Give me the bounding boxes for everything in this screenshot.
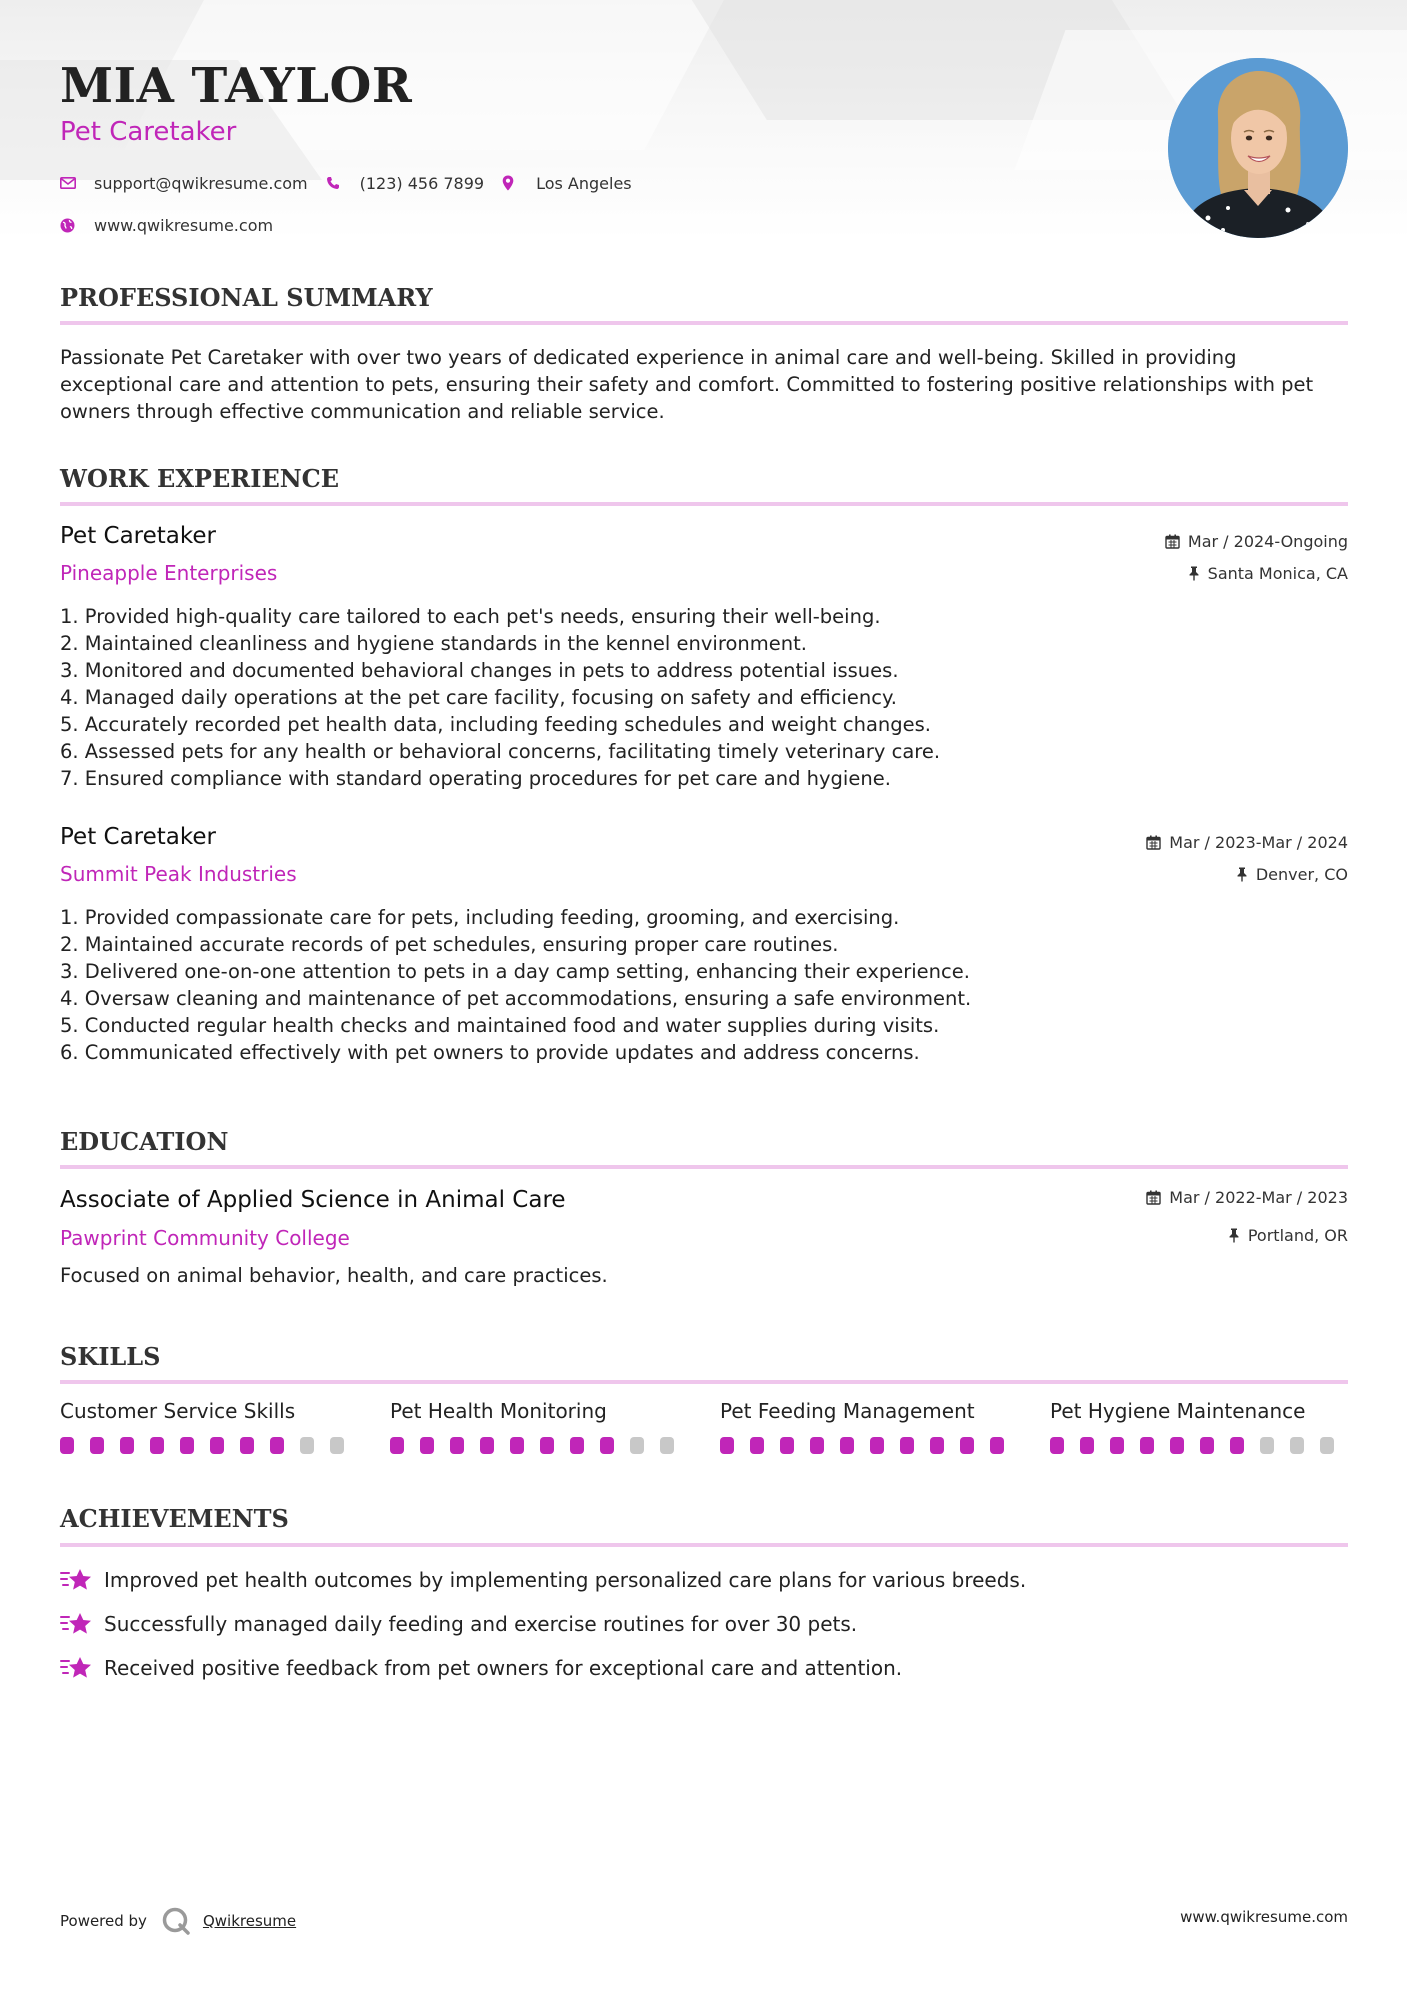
summary-heading: PROFESSIONAL SUMMARY [60,283,433,312]
skill-dot-filled [780,1437,794,1454]
skill-item [60,1399,360,1454]
school-name: Pawprint Community College [60,1226,350,1250]
envelope-icon [60,177,94,189]
experience-heading: WORK EXPERIENCE [60,464,340,493]
skill-name: Pet Health Monitoring [390,1399,607,1423]
company-name: Summit Peak Industries [60,862,297,886]
skill-item [1050,1399,1350,1454]
email-link[interactable]: support@qwikresume.com [94,173,308,193]
skill-dot-filled [1110,1437,1124,1454]
list-item [60,1558,1026,1602]
skill-item [720,1399,1020,1454]
job-dates [1165,532,1348,551]
skill-dot-filled [1230,1437,1244,1454]
skill-dot-filled [60,1437,74,1454]
skill-dot-filled [540,1437,554,1454]
achievement-text: Improved pet health outcomes by implementing personalized care plans for various breeds. [104,1568,1027,1592]
skill-dot-filled [600,1437,614,1454]
qwikresume-link[interactable]: Qwikresume [202,1912,297,1930]
section-divider [60,1380,1348,1384]
powered-by [60,1906,296,1936]
list-item: 2. Maintained accurate records of pet schedules, ensuring proper care routines. [60,933,839,956]
skill-dot-filled [960,1437,974,1454]
skill-dot-filled [720,1437,734,1454]
job-title: Pet Caretaker [60,824,217,850]
calendar-icon [1165,534,1180,549]
profile-photo [1168,58,1348,238]
contact-row [60,214,650,236]
education-heading: EDUCATION [60,1127,229,1156]
skill-dot-empty [330,1437,344,1454]
skill-dot-filled [990,1437,1004,1454]
education-description: Focused on animal behavior, health, and care practices. [60,1264,608,1287]
star-icon [60,1611,104,1637]
education-dates [1146,1188,1348,1207]
list-item: 3. Delivered one-on-one attention to pets in a day camp setting, enhancing their experience. [60,960,970,983]
job-location [1188,564,1348,583]
skill-dot-empty [1320,1437,1334,1454]
list-item: 5. Accurately recorded pet health data, including feeding schedules and weight changes. [60,713,931,736]
summary-text: Passionate Pet Caretaker with over two years of dedicated experience in animal care and well-being. Skilled in providing exceptional care and attention to pets, ensuring their safety and comfort. Committed to fostering positive relationships with pet owners through effective communication and reliable service. [60,346,1314,423]
pushpin-icon [1188,566,1200,581]
job-location-text: Denver, CO [1255,865,1348,884]
skill-dot-filled [840,1437,854,1454]
list-item: 6. Communicated effectively with pet owners to provide updates and address concerns. [60,1041,920,1064]
section-divider [60,502,1348,506]
skill-dot-filled [1050,1437,1064,1454]
list-item: 2. Maintained cleanliness and hygiene standards in the kennel environment. [60,632,807,655]
skill-dot-filled [150,1437,164,1454]
job-dates-text: Mar / 2024-Ongoing [1187,532,1348,551]
achievement-text: Successfully managed daily feeding and exercise routines for over 30 pets. [104,1612,858,1636]
phone-number[interactable]: (123) 456 7899 [359,173,485,193]
list-item: 4. Managed daily operations at the pet care facility, focusing on safety and efficiency. [60,686,897,709]
contact-info [60,172,650,236]
qwikresume-logo-icon [161,1906,191,1936]
degree-title: Associate of Applied Science in Animal Care [60,1187,566,1213]
list-item: 5. Conducted regular health checks and maintained food and water supplies during visits. [60,1014,940,1037]
footer [60,1900,1348,1932]
list-item [60,1602,1026,1646]
skill-dot-filled [1200,1437,1214,1454]
list-item: 1. Provided compassionate care for pets, including feeding, grooming, and exercising. [60,906,900,929]
skill-dot-empty [300,1437,314,1454]
job-dates [1146,833,1348,852]
skill-dot-filled [1140,1437,1154,1454]
skill-dot-filled [900,1437,914,1454]
globe-icon [60,218,94,233]
skill-dot-filled [420,1437,434,1454]
list-item: 4. Oversaw cleaning and maintenance of pet accommodations, ensuring a safe environment. [60,987,972,1010]
section-divider [60,1543,1348,1547]
skill-dot-filled [750,1437,764,1454]
star-icon [60,1567,104,1593]
skill-dot-filled [390,1437,404,1454]
skill-dot-filled [930,1437,944,1454]
list-item: 1. Provided high-quality care tailored to each pet's needs, ensuring their well-being. [60,605,881,628]
skills-heading: SKILLS [60,1342,161,1371]
skill-name: Pet Feeding Management [720,1399,975,1423]
skill-dot-filled [270,1437,284,1454]
skill-dot-empty [1290,1437,1304,1454]
achievement-text: Received positive feedback from pet owners for exceptional care and attention. [104,1656,903,1680]
list-item: 7. Ensured compliance with standard operating procedures for pet care and hygiene. [60,767,891,790]
company-name: Pineapple Enterprises [60,561,278,585]
job-responsibilities [60,904,971,1066]
calendar-icon [1146,1190,1161,1205]
skill-dot-filled [810,1437,824,1454]
skill-dot-filled [180,1437,194,1454]
skill-dot-filled [240,1437,254,1454]
skill-dot-filled [570,1437,584,1454]
list-item: 3. Monitored and documented behavioral changes in pets to address potential issues. [60,659,899,682]
list-item: 6. Assessed pets for any health or behavioral concerns, facilitating timely veterinary care. [60,740,941,763]
education-location [1228,1226,1348,1245]
pushpin-icon [1228,1228,1240,1243]
achievements-heading: ACHIEVEMENTS [60,1504,289,1533]
education-dates-text: Mar / 2022-Mar / 2023 [1169,1188,1348,1207]
powered-by-label: Powered by [60,1912,147,1930]
achievements-list [60,1558,1026,1690]
skill-dot-filled [1080,1437,1094,1454]
skill-rating [60,1437,360,1454]
pushpin-icon [1236,867,1248,882]
star-icon [60,1655,104,1681]
skill-dot-empty [630,1437,644,1454]
skill-dot-filled [870,1437,884,1454]
skill-item [390,1399,690,1454]
map-pin-icon [502,175,536,191]
skill-dot-filled [90,1437,104,1454]
candidate-name: MIA TAYLOR [60,58,413,114]
job-location-text: Santa Monica, CA [1207,564,1348,583]
skill-dot-filled [480,1437,494,1454]
skill-dot-filled [450,1437,464,1454]
skill-dot-filled [1170,1437,1184,1454]
section-divider [60,321,1348,325]
skill-dot-empty [1260,1437,1274,1454]
list-item [60,1646,1026,1690]
calendar-icon [1146,835,1161,850]
contact-row [60,172,650,194]
job-responsibilities [60,603,940,792]
skill-rating [390,1437,690,1454]
job-dates-text: Mar / 2023-Mar / 2024 [1169,833,1348,852]
skill-dot-empty [660,1437,674,1454]
candidate-role: Pet Caretaker [60,117,237,147]
skill-name: Pet Hygiene Maintenance [1050,1399,1306,1423]
skill-dot-filled [120,1437,134,1454]
education-location-text: Portland, OR [1247,1226,1348,1245]
footer-website-link[interactable]: www.qwikresume.com [1180,1908,1348,1926]
skill-name: Customer Service Skills [60,1399,296,1423]
website-link[interactable]: www.qwikresume.com [94,215,274,235]
skill-rating [720,1437,1020,1454]
job-location [1236,865,1348,884]
skill-dot-filled [210,1437,224,1454]
location-text: Los Angeles [536,173,632,193]
job-title: Pet Caretaker [60,523,217,549]
skill-rating [1050,1437,1350,1454]
skill-dot-filled [510,1437,524,1454]
section-divider [60,1165,1348,1169]
phone-icon [326,176,360,190]
